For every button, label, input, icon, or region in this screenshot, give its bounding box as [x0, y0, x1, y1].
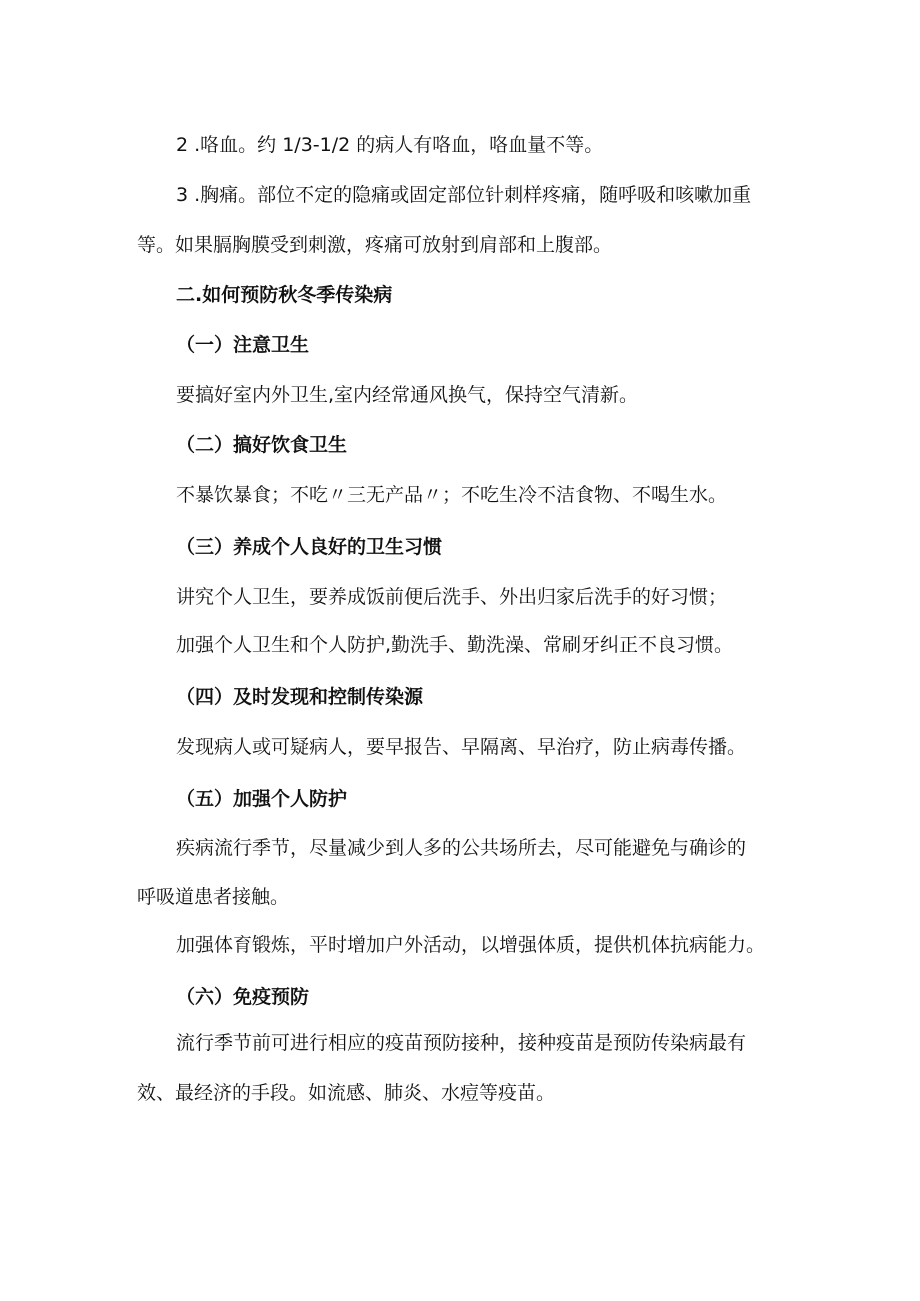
subsection-heading: （二）搞好饮食卫生	[176, 434, 348, 456]
body-paragraph: 呼吸道患者接触。	[137, 886, 290, 908]
body-paragraph: 讲究个人卫生，要养成饭前便后洗手、外出归家后洗手的好习惯；	[176, 586, 728, 608]
subsection-heading: （三）养成个人良好的卫生习惯	[176, 536, 443, 558]
section-heading: 二.如何预防秋冬季传染病	[176, 284, 393, 306]
body-paragraph: 加强个人卫生和个人防护,勤洗手、勤洗澡、常刷牙纠正不良习惯。	[176, 634, 734, 656]
subsection-heading: （五）加强个人防护	[176, 788, 348, 810]
body-paragraph: 2 .咯血。约 1/3-1/2 的病人有咯血，咯血量不等。	[176, 134, 604, 156]
body-paragraph: 不暴饮暴食；不吃〃三无产品〃；不吃生冷不洁食物、不喝生水。	[176, 484, 728, 506]
subsection-heading: （六）免疫预防	[176, 986, 310, 1008]
body-paragraph: 等。如果膈胸膜受到刺激，疼痛可放射到肩部和上腹部。	[137, 234, 613, 256]
body-paragraph: 要搞好室内外卫生,室内经常通风换气，保持空气清新。	[176, 384, 639, 406]
body-paragraph: 疾病流行季节，尽量减少到人多的公共场所去，尽可能避免与确诊的	[176, 837, 747, 859]
subsection-heading: （四）及时发现和控制传染源	[176, 686, 424, 708]
body-paragraph: 加强体育锻炼，平时增加户外活动，以增强体质，提供机体抗病能力。	[176, 934, 766, 956]
body-paragraph: 流行季节前可进行相应的疫苗预防接种，接种疫苗是预防传染病最有	[176, 1032, 747, 1054]
body-paragraph: 发现病人或可疑病人，要早报告、早隔离、早治疗，防止病毒传播。	[176, 736, 747, 758]
body-paragraph: 3 .胸痛。部位不定的隐痛或固定部位针刺样疼痛，随呼吸和咳嗽加重	[176, 184, 752, 206]
subsection-heading: （一）注意卫生	[176, 334, 310, 356]
body-paragraph: 效、最经济的手段。如流感、肺炎、水痘等疫苗。	[137, 1082, 556, 1104]
